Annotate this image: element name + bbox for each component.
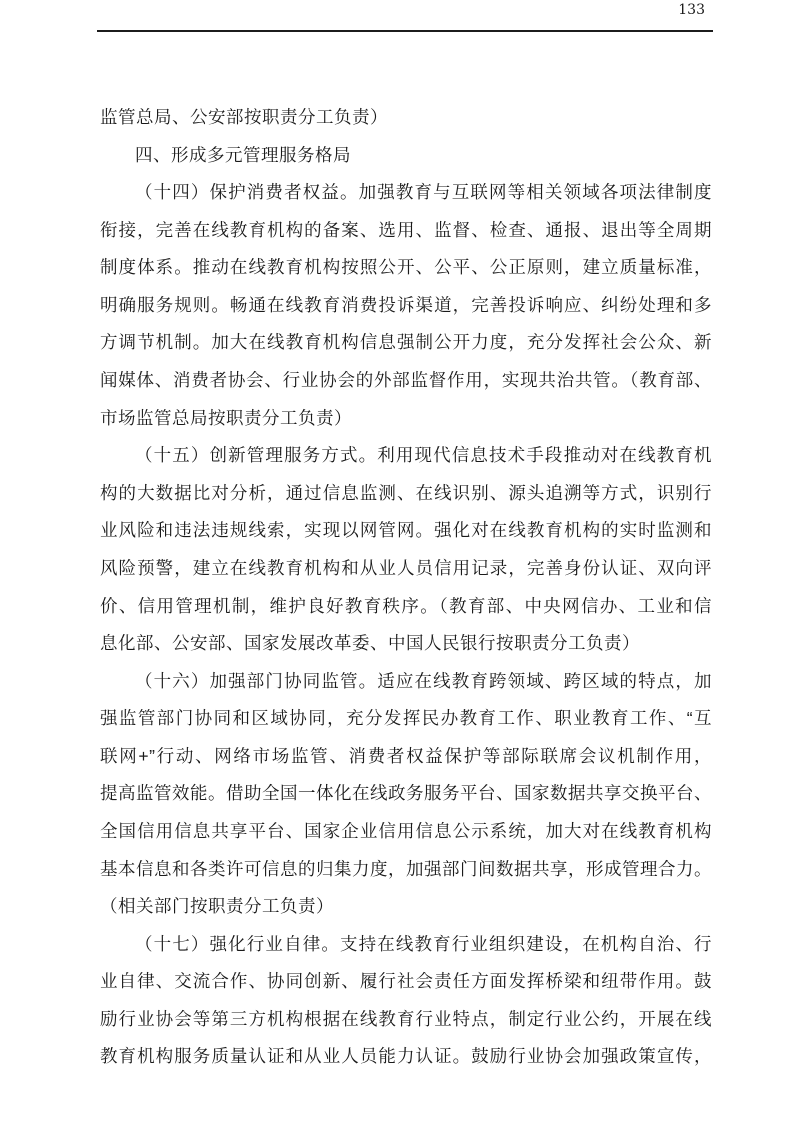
text-line: （相关部门按职责分工负责）: [100, 896, 334, 917]
text-line: 教育机构服务质量认证和从业人员能力认证。鼓励行业协会加强政策宣传，: [100, 1046, 712, 1067]
text-line: 制度体系。推动在线教育机构按照公开、公平、公正原则，建立质量标准，: [100, 257, 712, 278]
text-line: 市场监管总局按职责分工负责）: [100, 407, 352, 428]
text-line: 提高监管效能。借助全国一体化在线政务服务平台、国家数据共享交换平台、: [100, 783, 712, 804]
text-line: 励行业协会等第三方机构根据在线教育行业特点，制定行业公约，开展在线: [100, 1008, 712, 1029]
text-line: 方调节机制。加大在线教育机构信息强制公开力度，充分发挥社会公众、新: [100, 332, 712, 353]
text-line: 闻媒体、消费者协会、行业协会的外部监督作用，实现共治共管。（教育部、: [100, 370, 712, 391]
text-line: 价、信用管理机制，维护良好教育秩序。（教育部、中央网信办、工业和信: [100, 595, 712, 616]
text-line: 息化部、公安部、国家发展改革委、中国人民银行按职责分工负责）: [100, 633, 640, 654]
text-line: 监管总局、公安部按职责分工负责）: [100, 107, 388, 127]
text-line: 业自律、交流合作、协同创新、履行社会责任方面发挥桥梁和纽带作用。鼓: [100, 971, 712, 992]
text-line: （十七）强化行业自律。支持在线教育行业组织建设，在机构自治、行: [135, 933, 712, 954]
text-line: 构的大数据比对分析，通过信息监测、在线识别、源头追溯等方式，识别行: [100, 482, 712, 503]
text-line: （十五）创新管理服务方式。利用现代信息技术手段推动对在线教育机: [135, 445, 712, 466]
page-number: 133: [678, 2, 705, 18]
text-line: 强监管部门协同和区域协同，充分发挥民办教育工作、职业教育工作、“互: [100, 708, 712, 729]
text-line: 四、形成多元管理服务格局: [135, 144, 351, 165]
text-line: （十六）加强部门协同监管。适应在线教育跨领域、跨区域的特点，加: [135, 670, 712, 691]
document-body: [100, 99, 712, 1076]
text-line: 明确服务规则。畅通在线教育消费投诉渠道，完善投诉响应、纠纷处理和多: [100, 294, 712, 315]
text-line: 衔接，完善在线教育机构的备案、选用、监督、检查、通报、退出等全周期: [100, 219, 712, 240]
text-line: 基本信息和各类许可信息的归集力度，加强部门间数据共享，形成管理合力。: [100, 858, 712, 879]
text-line: 业风险和违法违规线索，实现以网管网。强化对在线教育机构的实时监测和: [100, 520, 712, 541]
text-line: 联网+”行动、网络市场监管、消费者权益保护等部际联席会议机制作用，: [100, 745, 712, 766]
text-line: 风险预警，建立在线教育机构和从业人员信用记录，完善身份认证、双向评: [100, 557, 712, 578]
text-line: （十四）保护消费者权益。加强教育与互联网等相关领域各项法律制度: [135, 182, 712, 203]
text-line: 全国信用信息共享平台、国家企业信用信息公示系统，加大对在线教育机构: [100, 820, 712, 841]
header-rule: [97, 30, 713, 32]
